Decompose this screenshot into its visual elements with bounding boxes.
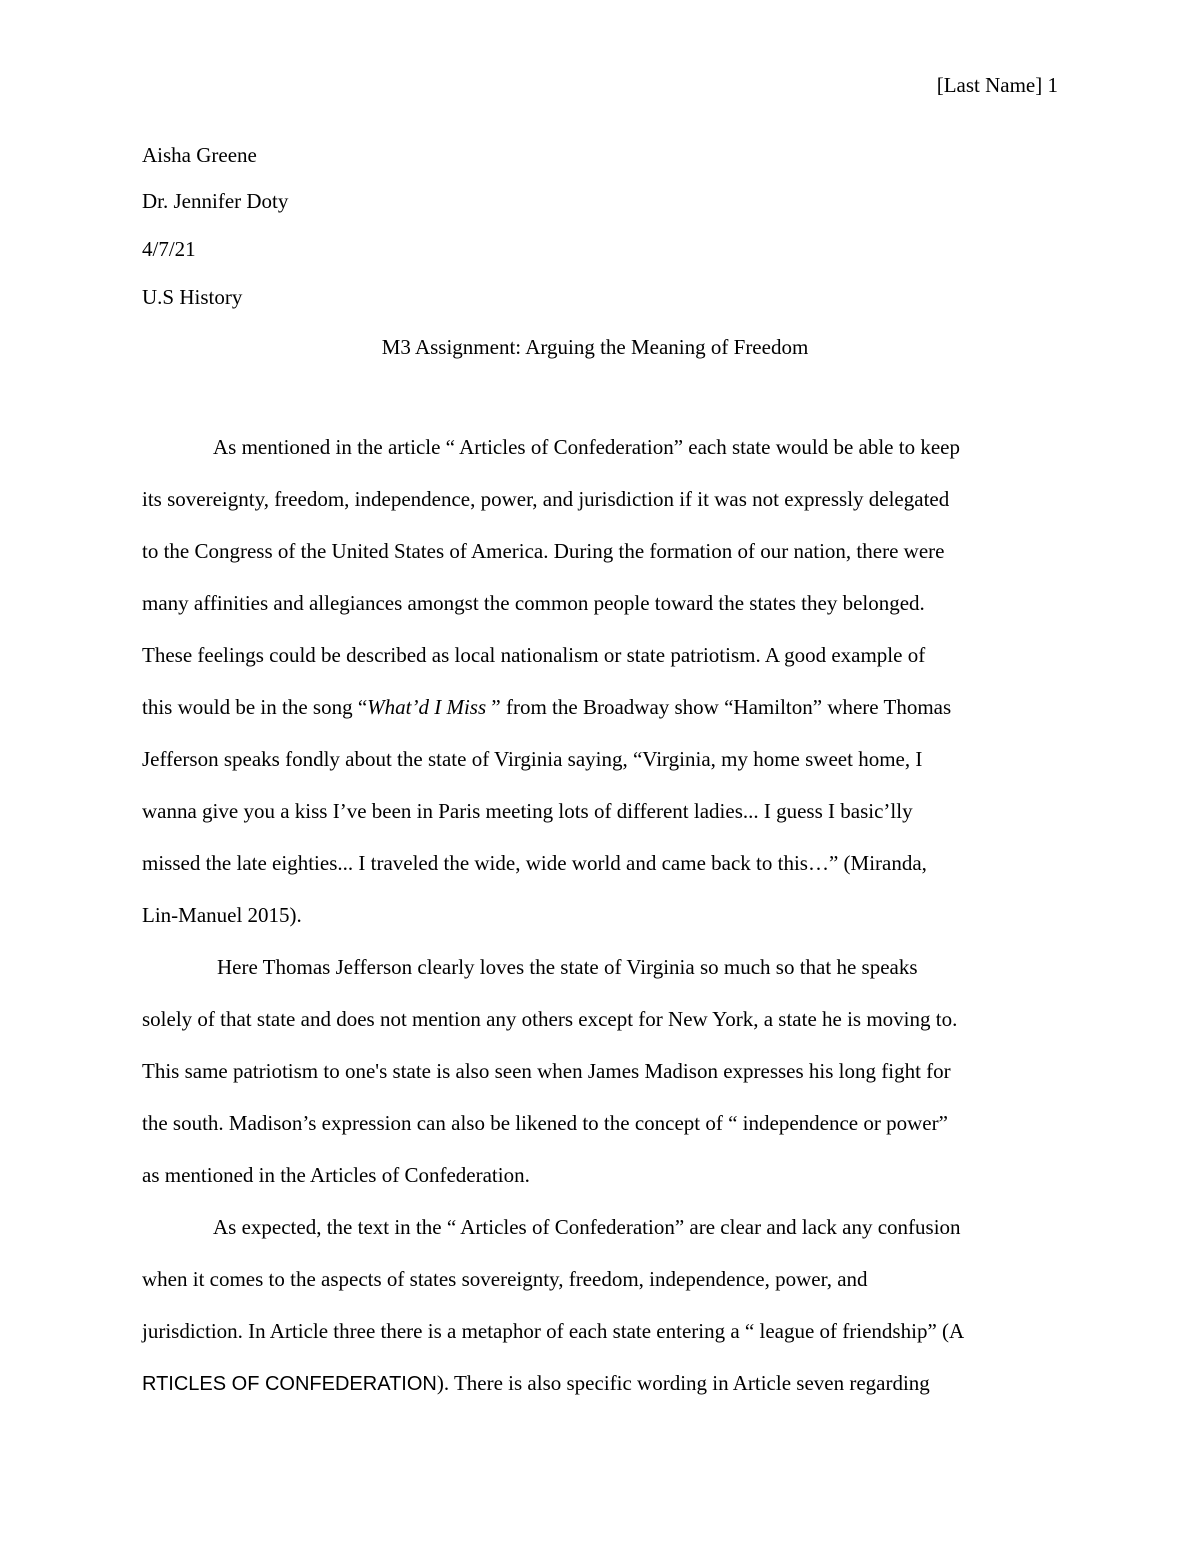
running-head: [Last Name] 1: [936, 73, 1058, 97]
paragraph-line: Lin-Manuel 2015).: [142, 903, 302, 927]
paragraph-line: jurisdiction. In Article three there is a metaphor of each state entering a “ league of friendship” (A: [142, 1319, 965, 1343]
paragraph-line: missed the late eighties... I traveled the wide, wide world and came back to this…” (Miranda,: [142, 851, 927, 875]
paragraph-line: These feelings could be described as local nationalism or state patriotism. A good example of: [142, 643, 926, 667]
instructor-name: Dr. Jennifer Doty: [142, 189, 289, 213]
song-title: What’d I Miss: [367, 695, 487, 719]
paragraph-line: Here Thomas Jefferson clearly loves the state of Virginia so much so that he speaks: [217, 955, 918, 979]
paragraph-line: the south. Madison’s expression can also be likened to the concept of “ independence or power”: [142, 1111, 948, 1135]
course-name: U.S History: [142, 285, 243, 309]
paragraph-line: [142, 1368, 930, 1399]
paragraph-line: wanna give you a kiss I’ve been in Paris meeting lots of different ladies... I guess I basic’lly: [142, 799, 913, 823]
line-text: ” from the Broadway show “Hamilton” where Thomas: [486, 695, 952, 719]
date: 4/7/21: [142, 237, 196, 261]
paragraph-line: its sovereignty, freedom, independence, power, and jurisdiction if it was not expressly delegated: [142, 487, 950, 511]
paragraph-line: to the Congress of the United States of America. During the formation of our nation, there were: [142, 539, 945, 563]
paragraph-line: as mentioned in the Articles of Confederation.: [142, 1163, 530, 1187]
paragraph-line: As mentioned in the article “ Articles of Confederation” each state would be able to keep: [213, 435, 960, 459]
student-name: Aisha Greene: [142, 143, 257, 167]
paragraph-line: As expected, the text in the “ Articles of Confederation” are clear and lack any confusion: [213, 1215, 961, 1239]
citation-text: RTICLES OF CONFEDERATION: [142, 1373, 437, 1395]
paragraph-line: [142, 692, 951, 722]
paragraph-line: This same patriotism to one's state is also seen when James Madison expresses his long fight for: [142, 1059, 951, 1083]
page-title: M3 Assignment: Arguing the Meaning of Freedom: [381, 335, 809, 359]
paragraph-line: solely of that state and does not mention any others except for New York, a state he is moving to.: [142, 1007, 958, 1031]
paragraph-line: when it comes to the aspects of states sovereignty, freedom, independence, power, and: [142, 1267, 868, 1291]
line-text: this would be in the song “: [142, 695, 368, 719]
paragraph-line: many affinities and allegiances amongst the common people toward the states they belonged.: [142, 591, 925, 615]
paragraph-line: Jefferson speaks fondly about the state of Virginia saying, “Virginia, my home sweet home, I: [142, 747, 923, 771]
line-text: ). There is also specific wording in Article seven regarding: [436, 1371, 930, 1395]
